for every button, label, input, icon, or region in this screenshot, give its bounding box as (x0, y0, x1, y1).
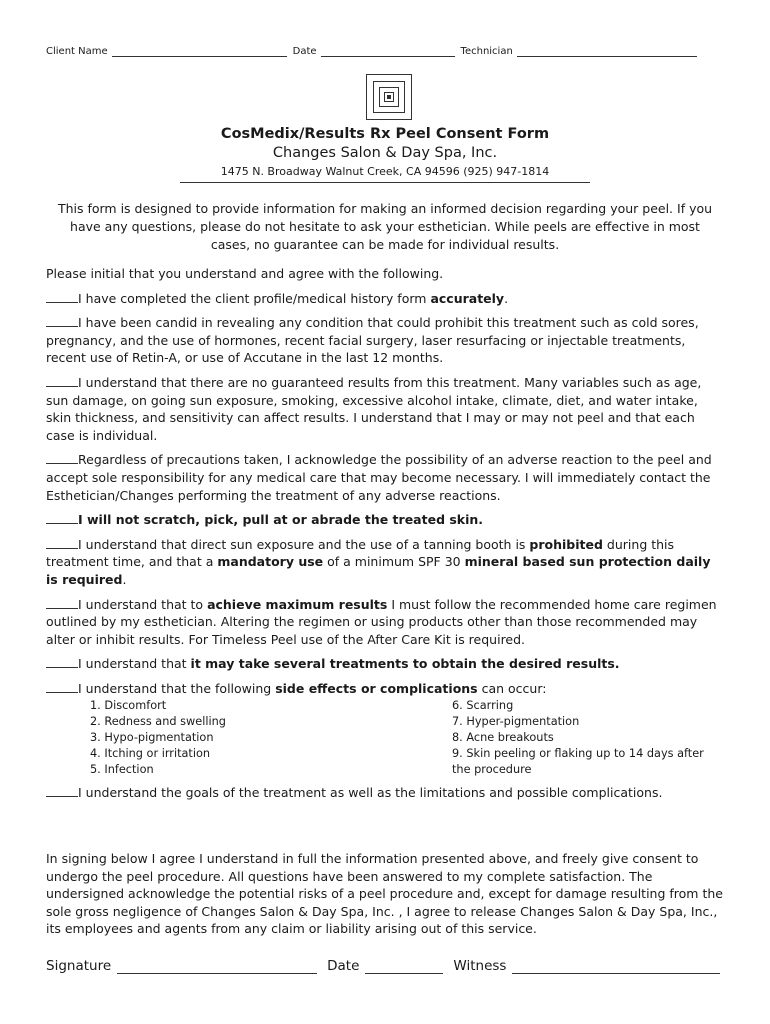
list-item: 1. Discomfort (90, 699, 167, 713)
list-item: 8. Acne breakouts (452, 731, 554, 745)
title-divider (180, 182, 590, 183)
consent-item-no-scratch: I will not scratch, pick, pull at or abrade the treated skin. (46, 511, 726, 529)
initial-blank[interactable] (46, 314, 78, 327)
initial-blank[interactable] (46, 511, 78, 524)
client-name-field[interactable] (46, 46, 287, 57)
witness-label: Witness (453, 958, 507, 974)
list-item: 4. Itching or irritation (90, 747, 211, 761)
initial-blank[interactable] (46, 655, 78, 668)
signature-label: Signature (46, 958, 112, 974)
signature-date-line[interactable] (365, 959, 443, 974)
instruction-text: Please initial that you understand and agree with the following. (46, 266, 444, 281)
consent-item-no-guarantee: I understand that there are no guaranteed results from this treatment. Many variables such as age, sun damage, on going sun exposure, smoking, excessive alcohol intake, climate, diet, and water intake, skin thickness, and sensitivity can affect results. I understand that I may or may not peel and that each case is individual. (46, 374, 702, 443)
technician-field[interactable] (461, 46, 697, 57)
signature-row (46, 958, 736, 974)
consent-item-goals: I understand the goals of the treatment as well as the limitations and possible complications. (46, 784, 726, 802)
date-field[interactable] (293, 46, 455, 57)
initial-blank[interactable] (46, 680, 78, 693)
closing-paragraph: In signing below I agree I understand in full the information presented above, and freely give consent to undergo the peel procedure. All questions have been answered to my complete satisfaction. The undersigned acknowledge the potential risks of a peel procedure and, except for damage resulting from the sole gross negligence of Changes Salon & Day Spa, Inc. , I agree to release Changes Salon & Day Spa, Inc., its employees and agents from any claim or liability arising out of this service. (46, 851, 723, 937)
header-fields (46, 46, 726, 57)
consent-item-candid: I have been candid in revealing any condition that could prohibit this treatment such as cold sores, pregnancy, and the use of hormones, recent facial surgery, laser resurfacing or injectable treatments, recent use of Retin-A, or use of Accutane in the last 12 months. (46, 315, 699, 366)
date-line[interactable] (321, 46, 455, 57)
list-item: 2. Redness and swelling (90, 715, 226, 729)
consent-item-adverse-reaction: Regardless of precautions taken, I acknowledge the possibility of an adverse reaction to the peel and accept sole responsibility for any medical care that may become necessary. I will immediately contact the Esthetician/Changes performing the treatment of any adverse reactions. (46, 452, 712, 503)
technician-line[interactable] (517, 46, 697, 57)
company-name: Changes Salon & Day Spa, Inc. (272, 145, 498, 161)
list-item: 9. Skin peeling or flaking up to 14 days after the procedure (452, 747, 704, 777)
company-address: 1475 N. Broadway Walnut Creek, CA 94596 (925) 947-1814 (220, 165, 550, 178)
client-name-label: Client Name (46, 46, 108, 57)
list-item: 7. Hyper-pigmentation (452, 715, 580, 729)
signature-line[interactable] (117, 959, 317, 974)
side-effects-list (90, 698, 726, 778)
list-item: 5. Infection (90, 763, 154, 777)
form-title: CosMedix/Results Rx Peel Consent Form (220, 126, 550, 142)
initial-blank[interactable] (46, 374, 78, 387)
initial-blank[interactable] (46, 536, 78, 549)
intro-paragraph: This form is designed to provide information for making an informed decision regarding your peel. If you have any questions, please do not hesitate to ask your esthetician. While peels are effective in most cases, no guarantee can be made for individual results. (57, 201, 713, 252)
consent-item-sun-exposure: I understand that direct sun exposure and the use of a tanning booth is prohibited during this treatment time, and that a mandatory use of a minimum SPF 30 mineral based sun protection daily is required. (46, 536, 711, 587)
initial-blank[interactable] (46, 784, 78, 797)
nested-squares-logo-icon (366, 74, 412, 120)
client-name-line[interactable] (112, 46, 287, 57)
initial-blank[interactable] (46, 596, 78, 609)
date-label: Date (327, 958, 360, 974)
consent-item-several-treatments: I understand that it may take several treatments to obtain the desired results. (46, 655, 726, 673)
witness-line[interactable] (512, 959, 720, 974)
consent-item-home-care: I understand that to achieve maximum results I must follow the recommended home care regimen outlined by my esthetician. Altering the regimen or using products other than those recommended may alter or inhibit results. For Timeless Peel use of the After Care Kit is required. (46, 596, 717, 647)
consent-items (46, 265, 726, 809)
technician-label: Technician (460, 46, 513, 57)
list-item: 6. Scarring (452, 699, 514, 713)
consent-item-side-effects: I understand that the following side effects or complications can occur: (46, 680, 726, 698)
date-label: Date (292, 46, 317, 57)
list-item: 3. Hypo-pigmentation (90, 731, 214, 745)
initial-blank[interactable] (46, 290, 78, 303)
consent-item-profile: I have completed the client profile/medical history form accurately. (46, 290, 726, 308)
initial-blank[interactable] (46, 451, 78, 464)
